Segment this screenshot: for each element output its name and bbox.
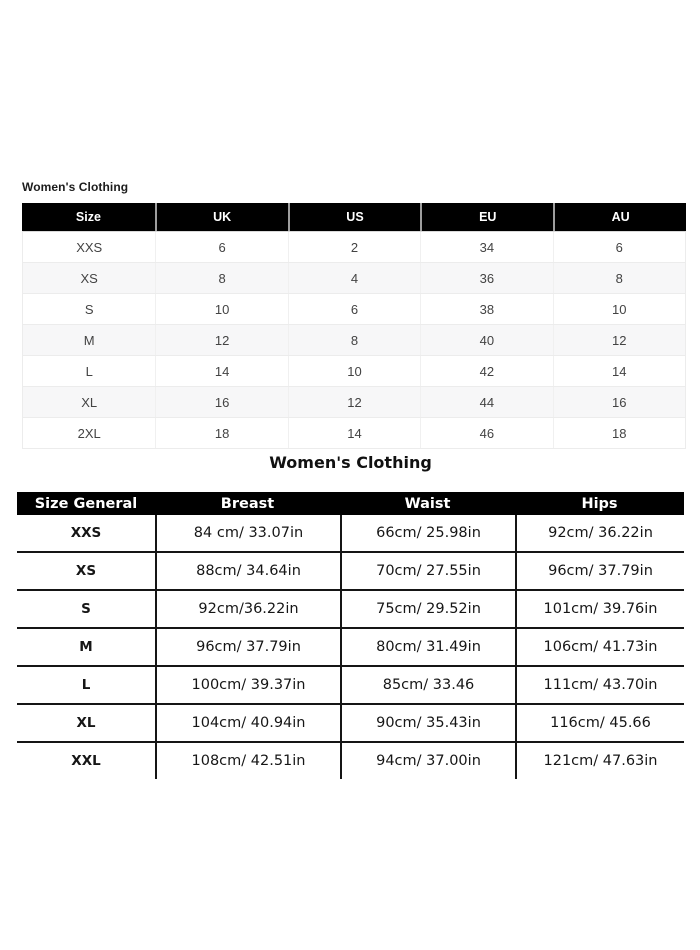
table-cell: 106cm/ 41.73in xyxy=(515,629,684,665)
table-row xyxy=(17,741,684,779)
size-label-cell: L xyxy=(81,677,91,693)
table-cell: 108cm/ 42.51in xyxy=(155,743,340,779)
size-label-cell: XS xyxy=(80,270,98,286)
column-header-cell: Size General xyxy=(34,495,138,512)
size-label-cell: XXL xyxy=(71,753,101,769)
table-cell: 18 xyxy=(553,418,685,448)
table-cell: 8 xyxy=(155,263,287,293)
table-cell: 70cm/ 27.55in xyxy=(340,553,515,589)
table-cell: 88cm/ 34.64in xyxy=(155,553,340,589)
table-row xyxy=(17,589,684,627)
conversion-table-header-row xyxy=(22,203,686,231)
table-row xyxy=(17,703,684,741)
measurement-table-title: Women's Clothing xyxy=(269,453,432,472)
size-label-cell: XXS xyxy=(70,525,102,541)
table-cell: 6 xyxy=(155,232,287,262)
table-row xyxy=(23,232,685,263)
table-cell: 121cm/ 47.63in xyxy=(515,743,684,779)
table-cell: 16 xyxy=(553,387,685,417)
table-cell: 10 xyxy=(155,294,287,324)
table-cell: 12 xyxy=(553,325,685,355)
table-row xyxy=(17,627,684,665)
size-conversion-table xyxy=(22,203,686,449)
table-cell: 34 xyxy=(420,232,552,262)
table-cell: 40 xyxy=(420,325,552,355)
column-header-cell: EU xyxy=(420,203,553,231)
table-cell: 90cm/ 35.43in xyxy=(340,705,515,741)
table-cell: 44 xyxy=(420,387,552,417)
table-cell: 101cm/ 39.76in xyxy=(515,591,684,627)
table-cell: 116cm/ 45.66 xyxy=(515,705,684,741)
table-cell: 14 xyxy=(155,356,287,386)
table-cell: 8 xyxy=(288,325,420,355)
table-cell: 38 xyxy=(420,294,552,324)
table-row xyxy=(17,515,684,551)
column-header-cell: Hips xyxy=(581,495,618,512)
table-cell: 36 xyxy=(420,263,552,293)
table-cell: 92cm/ 36.22in xyxy=(515,515,684,551)
measurement-table xyxy=(17,492,684,779)
measurement-table-header-row xyxy=(17,492,684,515)
column-header-cell: Size xyxy=(75,210,101,224)
table-cell: 6 xyxy=(288,294,420,324)
measurement-table-body xyxy=(17,515,684,779)
size-label-cell: M xyxy=(79,639,93,655)
table-cell: 96cm/ 37.79in xyxy=(515,553,684,589)
table-cell: 100cm/ 39.37in xyxy=(155,667,340,703)
table-cell: 14 xyxy=(553,356,685,386)
table-cell: 104cm/ 40.94in xyxy=(155,705,340,741)
table-cell: 85cm/ 33.46 xyxy=(340,667,515,703)
table-cell: 46 xyxy=(420,418,552,448)
size-label-cell: S xyxy=(84,301,94,317)
table-cell: 12 xyxy=(288,387,420,417)
table-cell: 4 xyxy=(288,263,420,293)
table-row xyxy=(17,551,684,589)
table-cell: 66cm/ 25.98in xyxy=(340,515,515,551)
table-cell: 42 xyxy=(420,356,552,386)
table-cell: 80cm/ 31.49in xyxy=(340,629,515,665)
table-cell: 18 xyxy=(155,418,287,448)
column-header-cell: Breast xyxy=(220,495,275,512)
size-label-cell: XL xyxy=(76,715,96,731)
size-label-cell: XS xyxy=(75,563,97,579)
table-row xyxy=(23,418,685,448)
table-row xyxy=(23,356,685,387)
table-cell: 75cm/ 29.52in xyxy=(340,591,515,627)
table-row xyxy=(23,387,685,418)
table-cell: 6 xyxy=(553,232,685,262)
column-header-cell: US xyxy=(288,203,421,231)
column-header-cell: AU xyxy=(553,203,686,231)
table-cell: 12 xyxy=(155,325,287,355)
table-cell: 10 xyxy=(553,294,685,324)
table-cell: 16 xyxy=(155,387,287,417)
size-label-cell: XXS xyxy=(76,239,103,255)
table-cell: 111cm/ 43.70in xyxy=(515,667,684,703)
table-cell: 14 xyxy=(288,418,420,448)
table-row xyxy=(23,263,685,294)
conversion-table-label: Women's Clothing xyxy=(22,180,129,194)
table-cell: 84 cm/ 33.07in xyxy=(155,515,340,551)
size-label-cell: L xyxy=(85,363,93,379)
size-label-cell: 2XL xyxy=(77,425,101,441)
table-cell: 8 xyxy=(553,263,685,293)
conversion-table-body xyxy=(22,231,686,449)
table-row xyxy=(23,294,685,325)
table-cell: 96cm/ 37.79in xyxy=(155,629,340,665)
table-cell: 10 xyxy=(288,356,420,386)
table-cell: 92cm/36.22in xyxy=(155,591,340,627)
table-row xyxy=(23,325,685,356)
size-label-cell: M xyxy=(83,332,95,348)
column-header-cell: Waist xyxy=(404,495,451,512)
size-label-cell: S xyxy=(81,601,91,617)
table-cell: 94cm/ 37.00in xyxy=(340,743,515,779)
table-cell: 2 xyxy=(288,232,420,262)
size-label-cell: XL xyxy=(81,394,98,410)
column-header-cell: UK xyxy=(155,203,288,231)
table-row xyxy=(17,665,684,703)
